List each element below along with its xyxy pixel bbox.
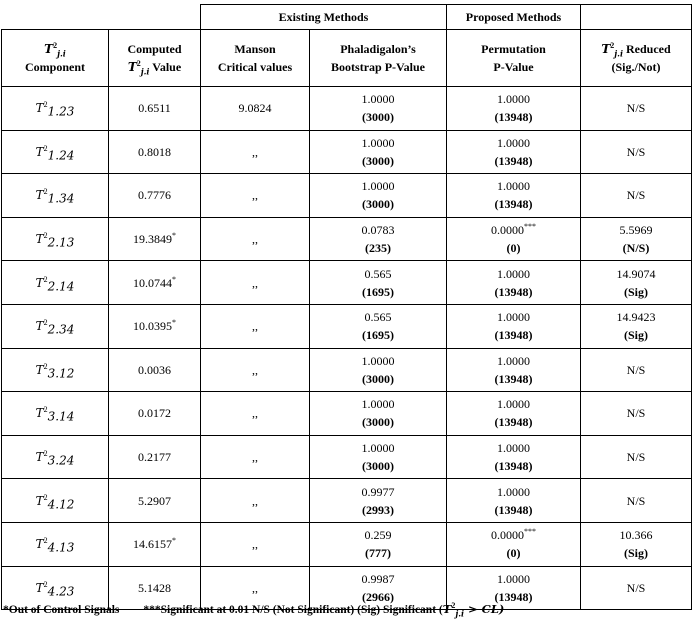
manson-critical-cell: 9.0824	[201, 87, 310, 131]
reduced-cell: N/S	[581, 130, 692, 174]
manson-critical-cell: ,,	[201, 217, 310, 261]
table-row	[2, 522, 692, 566]
col-component-header: $T^2_{j.i}$ Component	[2, 30, 109, 87]
bootstrap-pvalue-cell: 1.0000 (3000)	[310, 174, 447, 218]
computed-value-cell: 0.7776	[109, 174, 201, 218]
table-row	[2, 304, 692, 348]
bootstrap-pvalue-cell: 1.0000 (3000)	[310, 87, 447, 131]
permutation-pvalue-cell: 1.0000 (13948)	[447, 392, 581, 436]
component-cell: $T^2_{3.24}$	[2, 435, 109, 479]
manson-critical-cell: ,,	[201, 392, 310, 436]
computed-value-cell: 5.1428	[109, 566, 201, 610]
bootstrap-pvalue-cell: 1.0000 (3000)	[310, 130, 447, 174]
footnote-symbol: T	[442, 602, 452, 616]
table-row	[2, 348, 692, 392]
component-cell: $T^2_{2.34}$	[2, 304, 109, 348]
col-bootstrap-header: Phaladigalon’s Bootstrap P-Value	[310, 30, 447, 87]
table-row	[2, 392, 692, 436]
table-row	[2, 261, 692, 305]
table-row	[2, 174, 692, 218]
computed-value-cell: 0.0172	[109, 392, 201, 436]
manson-critical-cell: ,,	[201, 348, 310, 392]
footnote-out-of-control: *Out of Control Signals	[3, 604, 120, 616]
component-cell: $T^2_{3.12}$	[2, 348, 109, 392]
permutation-pvalue-cell: 0.0000*** (0)	[447, 522, 581, 566]
component-cell: $T^2_{1.24}$	[2, 130, 109, 174]
manson-critical-cell: ,,	[201, 522, 310, 566]
table-row	[2, 130, 692, 174]
bootstrap-pvalue-cell: 0.565 (1695)	[310, 261, 447, 305]
reduced-cell: N/S	[581, 435, 692, 479]
footnote-inequality: > CL)	[464, 602, 505, 616]
bootstrap-pvalue-cell: 0.565 (1695)	[310, 304, 447, 348]
footnote	[3, 601, 505, 619]
permutation-pvalue-cell: 1.0000 (13948)	[447, 435, 581, 479]
permutation-pvalue-cell: 1.0000 (13948)	[447, 174, 581, 218]
results-table	[1, 4, 692, 610]
col-computed-header: Computed $T^2_{j.i}$ Value	[109, 30, 201, 87]
bootstrap-pvalue-cell: 1.0000 (3000)	[310, 392, 447, 436]
computed-value-cell: 5.2907	[109, 479, 201, 523]
footnote-sup: 2	[451, 601, 456, 611]
reduced-cell: N/S	[581, 392, 692, 436]
bootstrap-pvalue-cell: 0.259 (777)	[310, 522, 447, 566]
blank-corner	[2, 5, 201, 30]
computed-value-cell: 0.2177	[109, 435, 201, 479]
bootstrap-pvalue-cell: 0.9987 (2966)	[310, 566, 447, 610]
component-cell: $T^2_{3.14}$	[2, 392, 109, 436]
computed-value-cell: 10.0395*	[109, 304, 201, 348]
computed-value-cell: 0.0036	[109, 348, 201, 392]
computed-value-cell: 0.6511	[109, 87, 201, 131]
proposed-methods-header: Proposed Methods	[447, 5, 581, 30]
component-cell: $T^2_{2.14}$	[2, 261, 109, 305]
column-header-row	[2, 30, 692, 87]
footnote-sub: j.i	[455, 608, 465, 619]
reduced-cell: 10.366 (Sig)	[581, 522, 692, 566]
permutation-pvalue-cell: 1.0000 (13948)	[447, 304, 581, 348]
reduced-cell: N/S	[581, 174, 692, 218]
component-cell: $T^2_{4.13}$	[2, 522, 109, 566]
table-row	[2, 479, 692, 523]
group-header-row	[2, 5, 692, 30]
col-reduced-header: $T^2_{j.i}$ Reduced (Sig./Not)	[581, 30, 692, 87]
reduced-cell: 5.5969 (N/S)	[581, 217, 692, 261]
computed-value-cell: 10.0744*	[109, 261, 201, 305]
permutation-pvalue-cell: 1.0000 (13948)	[447, 348, 581, 392]
component-cell: $T^2_{4.23}$	[2, 566, 109, 610]
col-manson-header: Manson Critical values	[201, 30, 310, 87]
footnote-significance: ***Significant at 0.01 N/S (Not Significant) (Sig) Significant (	[143, 604, 443, 616]
permutation-pvalue-cell: 0.0000*** (0)	[447, 217, 581, 261]
component-cell: $T^2_{1.23}$	[2, 87, 109, 131]
reduced-cell: 14.9423 (Sig)	[581, 304, 692, 348]
bootstrap-pvalue-cell: 1.0000 (3000)	[310, 348, 447, 392]
manson-critical-cell: ,,	[201, 435, 310, 479]
manson-critical-cell: ,,	[201, 174, 310, 218]
permutation-pvalue-cell: 1.0000 (13948)	[447, 566, 581, 610]
table-row	[2, 217, 692, 261]
reduced-cell: N/S	[581, 479, 692, 523]
reduced-cell: 14.9074 (Sig)	[581, 261, 692, 305]
component-cell: $T^2_{4.12}$	[2, 479, 109, 523]
permutation-pvalue-cell: 1.0000 (13948)	[447, 130, 581, 174]
computed-value-cell: 14.6157*	[109, 522, 201, 566]
component-cell: $T^2_{1.34}$	[2, 174, 109, 218]
bootstrap-pvalue-cell: 0.9977 (2993)	[310, 479, 447, 523]
reduced-cell: N/S	[581, 566, 692, 610]
permutation-pvalue-cell: 1.0000 (13948)	[447, 479, 581, 523]
reduced-cell: N/S	[581, 348, 692, 392]
reduced-cell: N/S	[581, 87, 692, 131]
bootstrap-pvalue-cell: 1.0000 (3000)	[310, 435, 447, 479]
manson-critical-cell: ,,	[201, 566, 310, 610]
blank-header-cell	[581, 5, 692, 30]
computed-value-cell: 0.8018	[109, 130, 201, 174]
manson-critical-cell: ,,	[201, 261, 310, 305]
bootstrap-pvalue-cell: 0.0783 (235)	[310, 217, 447, 261]
manson-critical-cell: ,,	[201, 479, 310, 523]
manson-critical-cell: ,,	[201, 130, 310, 174]
table-row	[2, 435, 692, 479]
component-cell: $T^2_{2.13}$	[2, 217, 109, 261]
computed-value-cell: 19.3849*	[109, 217, 201, 261]
existing-methods-header: Existing Methods	[201, 5, 447, 30]
table-row	[2, 87, 692, 131]
col-permutation-header: Permutation P-Value	[447, 30, 581, 87]
permutation-pvalue-cell: 1.0000 (13948)	[447, 87, 581, 131]
permutation-pvalue-cell: 1.0000 (13948)	[447, 261, 581, 305]
manson-critical-cell: ,,	[201, 304, 310, 348]
